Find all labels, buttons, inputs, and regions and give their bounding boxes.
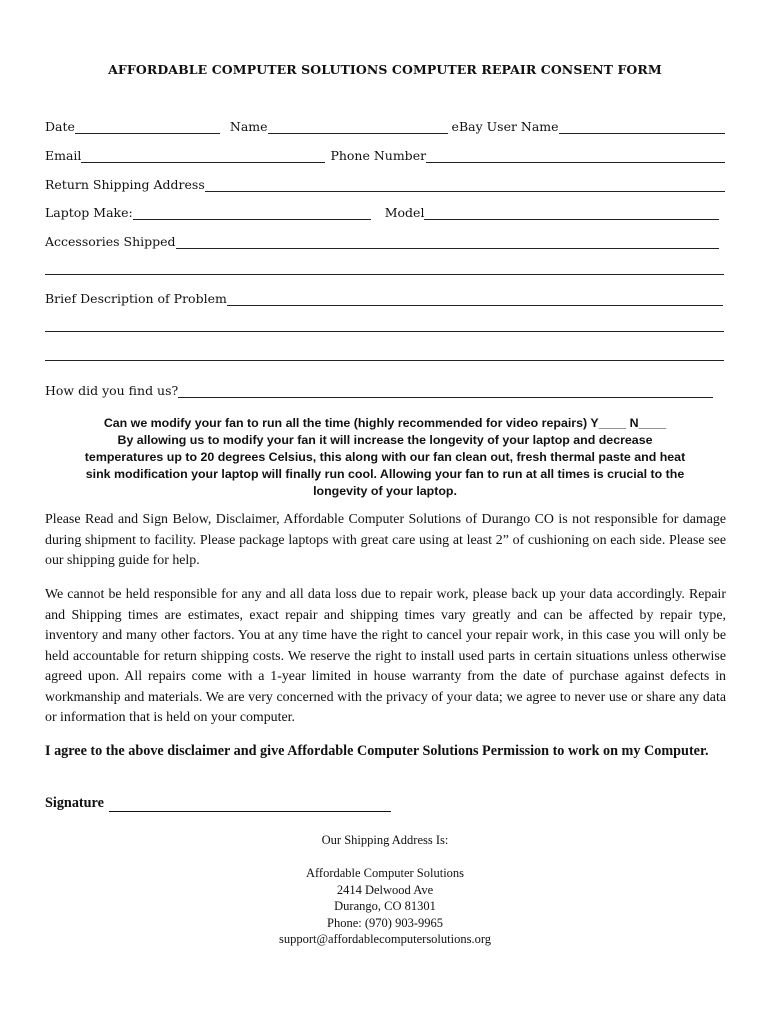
date-field[interactable] [75, 119, 220, 134]
phone-label: Phone Number [330, 148, 427, 163]
accessories-field[interactable] [176, 234, 719, 249]
shipping-street: 2414 Delwood Ave [336, 882, 434, 897]
model-label: Model [384, 205, 425, 220]
problem-field[interactable] [227, 291, 723, 306]
shipping-city: Durango, CO 81301 [334, 899, 436, 913]
email-label: Email [45, 148, 82, 163]
accessories-extra-line[interactable] [45, 274, 724, 275]
find-us-field[interactable] [178, 383, 713, 398]
phone-field[interactable] [426, 148, 725, 163]
signature-label: Signature [45, 795, 104, 811]
fan-notice-line-1: Can we modify your fan to run all the time (highly recommended for video repairs) Y____ N____ [103, 416, 667, 430]
disclaimer-paragraph-2: We cannot be held responsible for any and all data loss due to repair work, please back up your data accordingly. Repair and Shipping times are estimates, exact repair and shipping times vary greatly and can be affected by repair type, inventory and many other factors. You at any time have the right to cancel your repair work, in this case you will only be held accountable for return shipping costs. We reserve the right to install used parts in certain situations unless otherwise agreed upon. All repairs come with a 1-year limited in house warranty from the date of purchase against defects in workmanship and materials. We are very concerned with the privacy of your data; we agree to never use or share any data or information that is held on your computer. [45, 587, 726, 725]
return-address-label: Return Shipping Address [45, 177, 205, 192]
shipping-company: Affordable Computer Solutions [305, 866, 465, 880]
problem-label: Brief Description of Problem [45, 291, 227, 306]
row-email-phone [45, 145, 725, 163]
form-title: AFFORDABLE COMPUTER SOLUTIONS COMPUTER REPAIR CONSENT FORM [108, 62, 662, 77]
disclaimer-paragraph-1: Please Read and Sign Below, Disclaimer, Affordable Computer Solutions of Durango CO is not responsible for damage during shipment to facility. Please package laptops with great care using at least 2” of cushioning on each side. Please see our shipping guide for help. [45, 512, 726, 568]
fan-notice-line-3: temperatures up to 20 degrees Celsius, this along with our fan clean out, fresh thermal paste and heat [84, 450, 686, 464]
fan-notice-line-2: By allowing us to modify your fan it will increase the longevity of your laptop and decrease [117, 433, 653, 447]
fan-modification-notice [40, 415, 730, 500]
name-field[interactable] [268, 119, 448, 134]
shipping-heading: Our Shipping Address Is: [321, 833, 449, 847]
row-return-address [45, 174, 725, 192]
row-problem [45, 288, 725, 306]
ebay-label: eBay User Name [451, 119, 559, 134]
ebay-field[interactable] [559, 119, 725, 134]
laptop-make-field[interactable] [133, 205, 371, 220]
shipping-phone: Phone: (970) 903-9965 [327, 915, 443, 930]
signature-field[interactable] [109, 797, 391, 812]
row-find-us [45, 380, 725, 398]
problem-extra-line-2[interactable] [45, 360, 724, 361]
find-us-label: How did you find us? [45, 383, 179, 398]
shipping-address-block [0, 865, 770, 948]
row-date-name-ebay [45, 116, 725, 134]
laptop-make-label: Laptop Make: [45, 205, 133, 220]
row-accessories [45, 231, 725, 249]
signature-row [45, 795, 391, 812]
agreement-statement: I agree to the above disclaimer and give Affordable Computer Solutions Permission to work on my Computer. [45, 743, 709, 759]
name-label: Name [229, 119, 268, 134]
return-address-field[interactable] [205, 177, 725, 192]
fan-notice-line-5: longevity of your laptop. [313, 484, 457, 498]
email-field[interactable] [81, 148, 325, 163]
problem-extra-line-1[interactable] [45, 331, 724, 332]
fan-notice-line-4: sink modification your laptop will finally run cool. Allowing your fan to run at all times is crucial to the [85, 467, 685, 481]
row-make-model [45, 202, 725, 220]
accessories-label: Accessories Shipped [45, 234, 176, 249]
model-field[interactable] [424, 205, 719, 220]
shipping-email: support@affordablecomputersolutions.org [278, 932, 492, 946]
date-label: Date [45, 119, 75, 134]
